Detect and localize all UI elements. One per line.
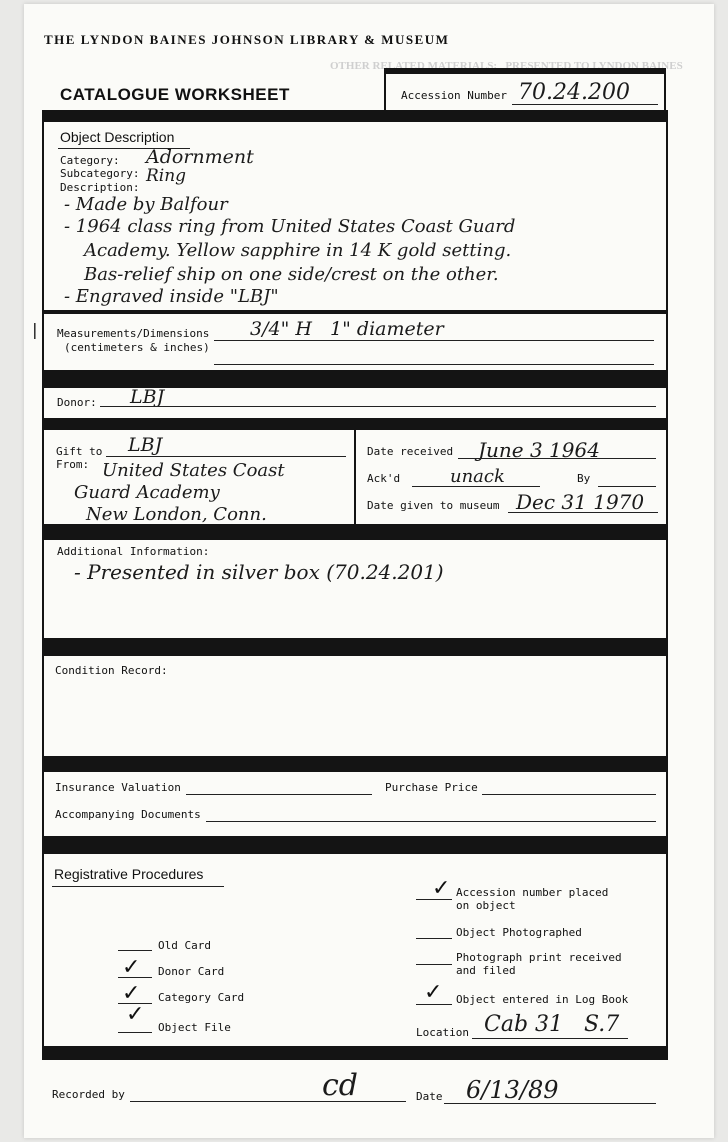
by-label: By (577, 472, 591, 485)
ackd-underline (412, 486, 540, 487)
donor-value[interactable]: LBJ (130, 386, 165, 408)
location-label: Location (416, 1026, 469, 1039)
recorded-by-value[interactable]: cd (322, 1068, 359, 1103)
description-line[interactable]: - Made by Balfour (64, 194, 228, 215)
description-line[interactable]: - Engraved inside "LBJ" (64, 286, 279, 307)
category-value[interactable]: Adornment (146, 146, 254, 168)
description-line[interactable]: Academy. Yellow sapphire in 14 K gold setting. (84, 240, 512, 261)
measurements-units-label: (centimeters & inches) (64, 341, 210, 354)
object-file-label: Object File (158, 1021, 231, 1034)
print-received-blank[interactable] (416, 964, 452, 965)
category-label: Category: (60, 154, 120, 167)
recorded-by-label: Recorded by (52, 1088, 125, 1101)
from-label: From: (56, 458, 90, 471)
condition-label: Condition Record: (55, 664, 168, 677)
donor-card-label: Donor Card (158, 965, 225, 978)
registrative-heading-underline (52, 886, 224, 887)
date-given-value[interactable]: Dec 31 1970 (516, 490, 645, 514)
divider-band (42, 1046, 668, 1060)
accession-underline (512, 104, 658, 105)
donor-label: Donor: (57, 396, 97, 409)
date-received-underline (458, 458, 656, 459)
insurance-underline (186, 794, 372, 795)
insurance-valuation-label: Insurance Valuation (55, 781, 181, 794)
date-label: Date (416, 1090, 443, 1103)
date-received-value[interactable]: June 3 1964 (478, 438, 600, 462)
photographed-blank[interactable] (416, 938, 452, 939)
gift-to-value[interactable]: LBJ (128, 434, 163, 456)
category-card-check-icon: ✓ (122, 981, 141, 1006)
old-card-blank[interactable] (118, 950, 152, 951)
from-line[interactable]: United States Coast (102, 460, 285, 481)
ackd-label: Ack'd (367, 472, 401, 485)
gift-to-underline (106, 456, 346, 457)
log-book-check-icon: ✓ (424, 980, 443, 1005)
accompanying-docs-label: Accompanying Documents (55, 808, 201, 821)
description-line[interactable]: Bas-relief ship on one side/crest on the other. (84, 264, 499, 285)
registrative-heading: Registrative Procedures (54, 866, 204, 882)
donor-underline (100, 406, 656, 407)
date-given-underline (508, 512, 658, 513)
location-value[interactable]: Cab 31 S.7 (484, 1012, 620, 1037)
bleed-through: OTHER RELATED MATERIALS: PRESENTED TO LYNDON BAINES (330, 60, 683, 72)
purchase-price-label: Purchase Price (385, 781, 478, 794)
category-card-label: Category Card (158, 991, 245, 1004)
photographed-label: Object Photographed (456, 926, 582, 939)
from-line[interactable]: New London, Conn. (86, 504, 267, 525)
margin-mark: | (30, 320, 40, 339)
docs-underline (206, 821, 656, 822)
description-line[interactable]: - 1964 class ring from United States Coast Guard (64, 216, 516, 237)
ackd-value[interactable]: unack (450, 466, 505, 487)
measurements-label: Measurements/Dimensions (57, 327, 210, 340)
object-description-heading: Object Description (60, 129, 175, 145)
log-book-label: Object entered in Log Book (456, 993, 629, 1006)
additional-info-value[interactable]: - Presented in silver box (70.24.201) (74, 560, 444, 584)
print-received-label: Photograph print received and filed (456, 951, 622, 977)
form-title: CATALOGUE WORKSHEET (60, 85, 290, 104)
old-card-label: Old Card (158, 939, 211, 952)
description-label: Description: (60, 181, 140, 194)
date-received-label: Date received (367, 445, 454, 458)
date-given-label: Date given to museum (367, 499, 500, 512)
institution-name: THE LYNDON BAINES JOHNSON LIBRARY & MUSEUM (44, 32, 450, 47)
additional-info-label: Additional Information: (57, 545, 210, 558)
object-file-check-icon: ✓ (126, 1002, 145, 1027)
purchase-underline (482, 794, 656, 795)
object-file-blank[interactable] (118, 1032, 152, 1033)
accession-placed-check-icon: ✓ (432, 876, 451, 901)
from-line[interactable]: Guard Academy (74, 482, 220, 503)
subcategory-label: Subcategory: (60, 167, 140, 180)
donor-card-check-icon: ✓ (122, 955, 141, 980)
by-underline (598, 486, 656, 487)
accession-placed-label: Accession number placed on object (456, 886, 609, 912)
gift-to-label: Gift to (56, 445, 103, 458)
measurements-value[interactable]: 3/4" H 1" diameter (250, 318, 444, 340)
accession-number-value[interactable]: 70.24.200 (518, 80, 630, 105)
date-value[interactable]: 6/13/89 (466, 1076, 559, 1104)
accession-number-label: Accession Number (401, 89, 507, 102)
measurements-underline (214, 340, 654, 341)
recorded-by-underline (130, 1101, 406, 1102)
location-underline (472, 1038, 628, 1039)
subcategory-value[interactable]: Ring (146, 166, 187, 186)
measurements-underline-2 (214, 364, 654, 365)
